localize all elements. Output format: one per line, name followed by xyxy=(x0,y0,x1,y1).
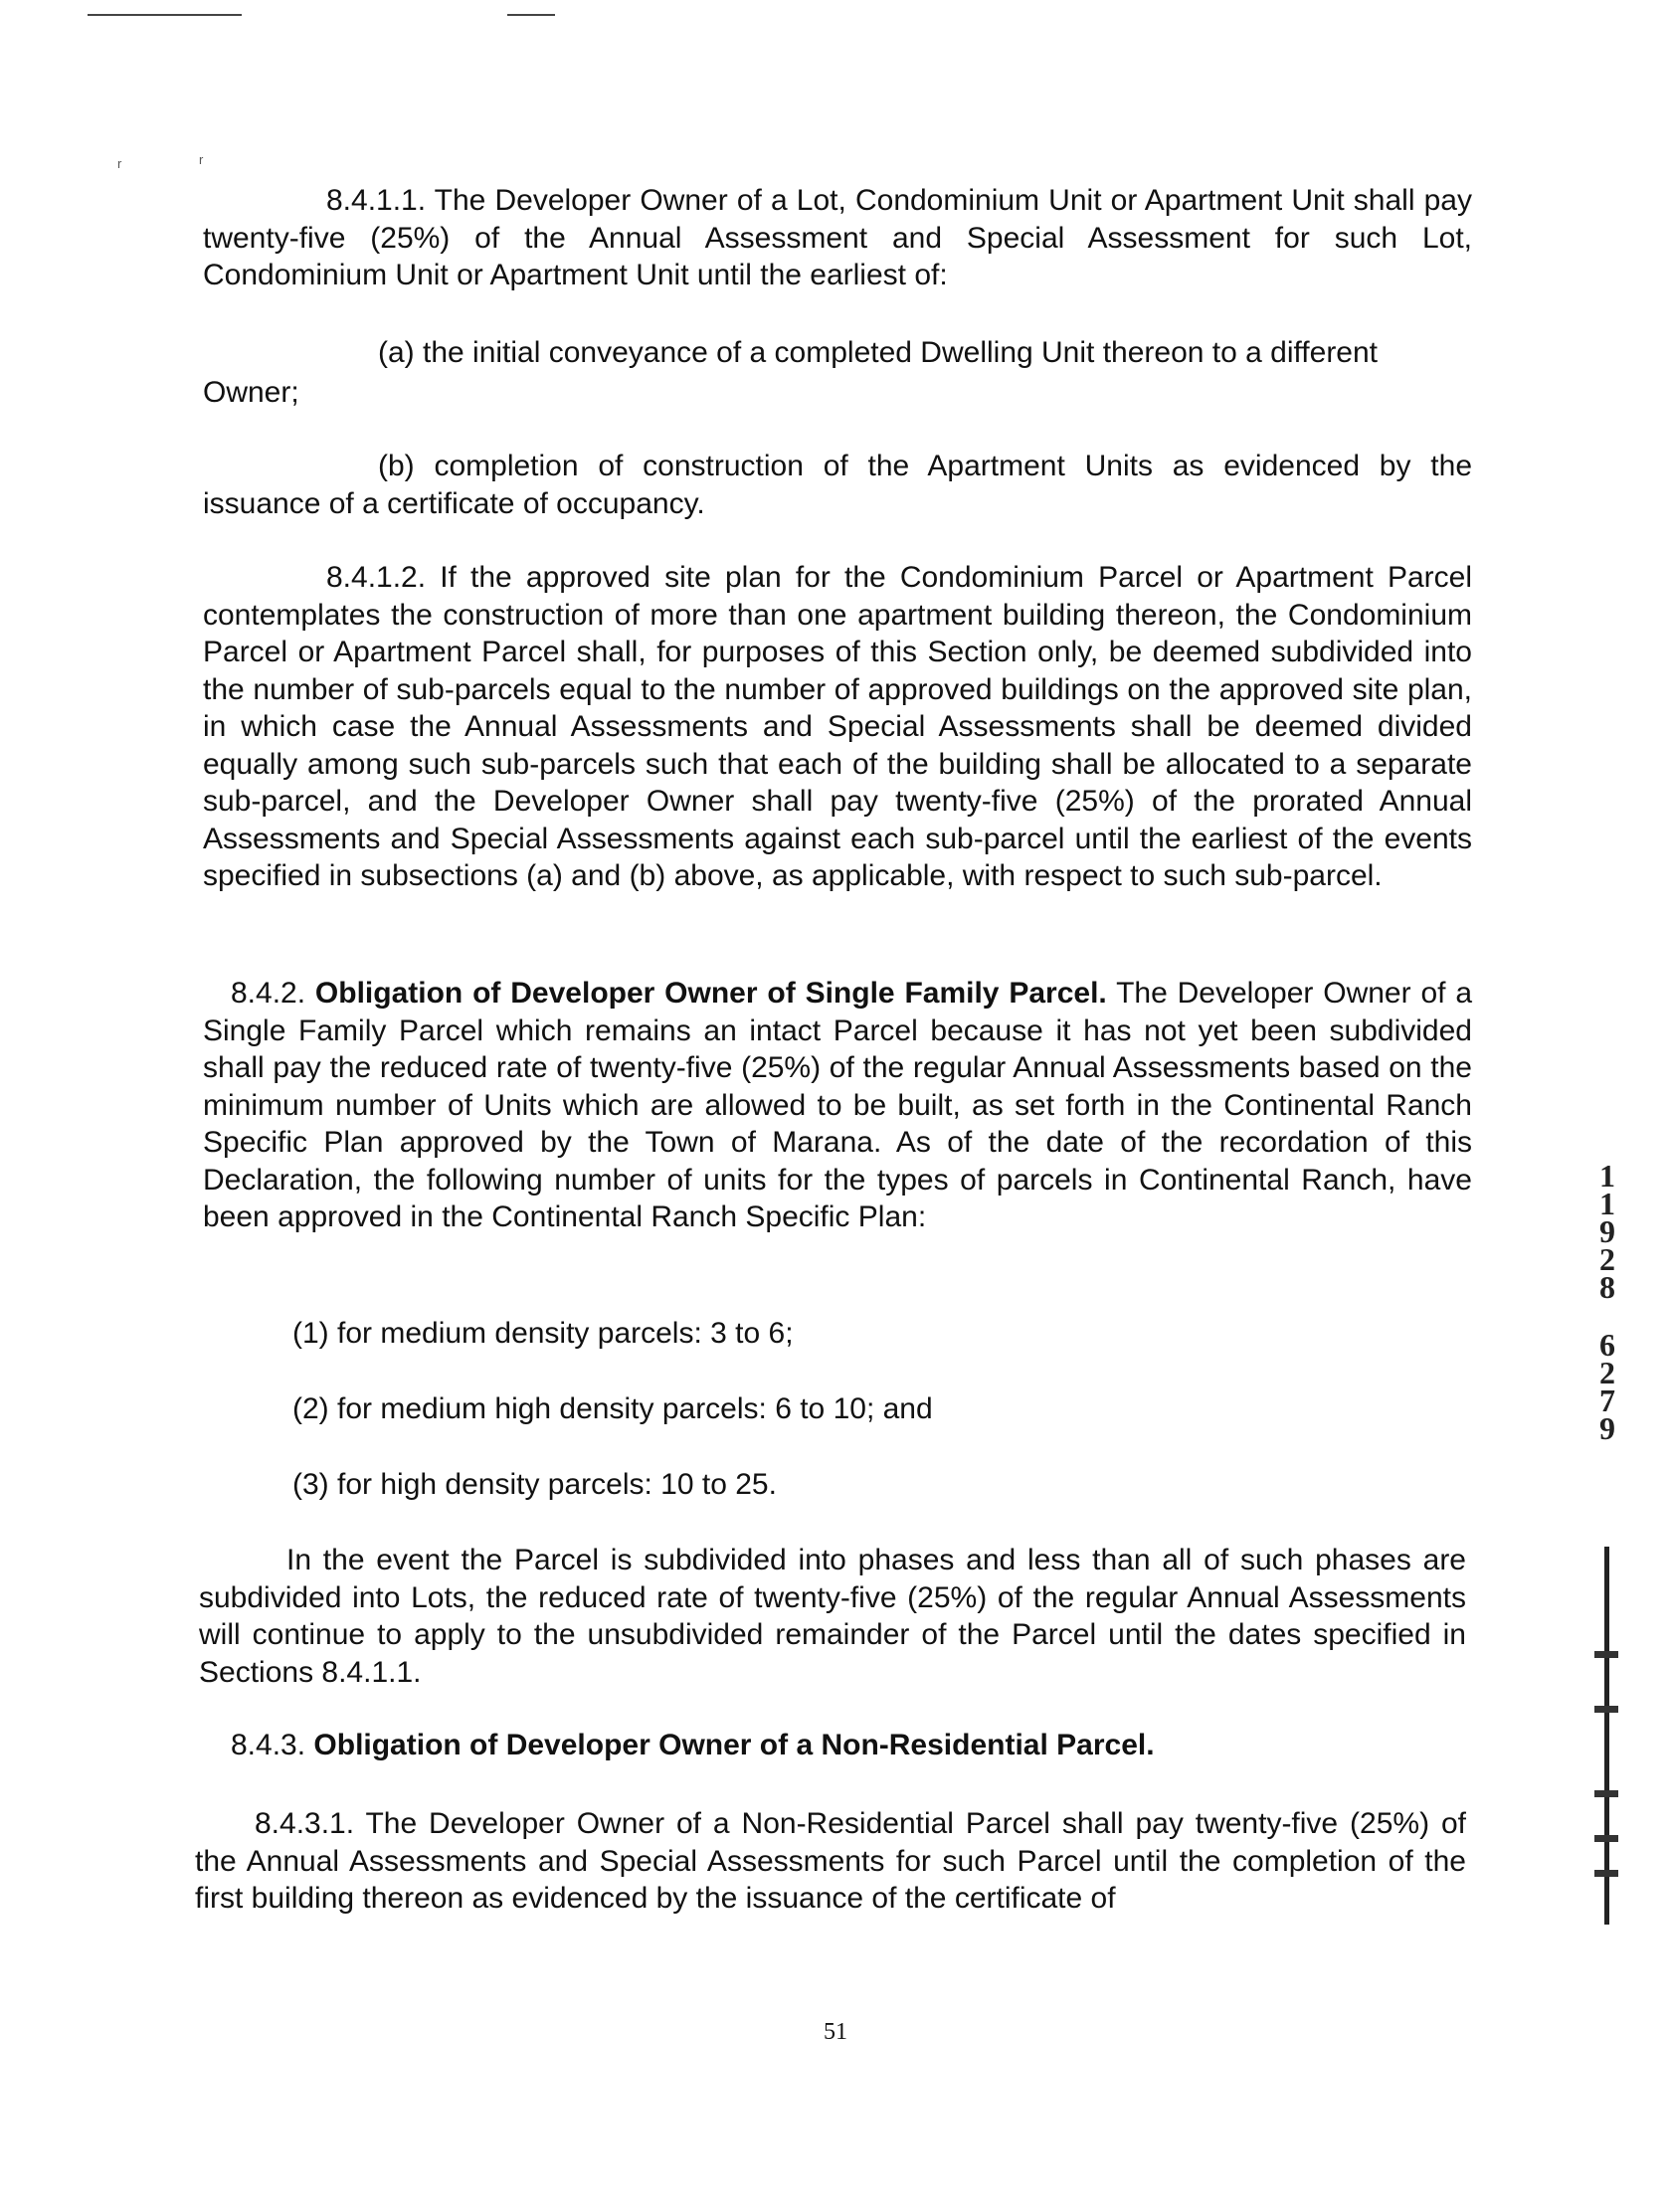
section-heading: Obligation of Developer Owner of a Non-Residential Parcel. xyxy=(313,1729,1155,1761)
margin-recording-number xyxy=(1593,1158,1621,1446)
margin-digit: 9 xyxy=(1599,1410,1615,1446)
item-b: (b) completion of construction of the Apartment Units as evidenced by the issuance of a certificate of occupancy. xyxy=(203,450,1472,520)
margin-digit: 6 xyxy=(1599,1327,1615,1363)
section-number: 8.4.2. xyxy=(231,977,306,1010)
paragraph-8-4-1-1: 8.4.1.1. The Developer Owner of a Lot, Condominium Unit or Apartment Unit shall pay twenty-five (25%) of the Annual Assessment and Special Assessment for such Lot, Condominium Unit or Apartment Unit until the earliest of: xyxy=(203,184,1472,291)
list-item-1: (1) for medium density parcels: 3 to 6; xyxy=(292,1317,794,1350)
section-body: The Developer Owner of a Single Family Parcel which remains an intact Parcel because it has not yet been subdivided shall pay the reduced rate of twenty-five (25%) of the regular Annual Assessments based on the minimum number of Units which are allowed to be built, as set forth in the Continental Ranch Specific Plan approved by the Town of Marana. As of the date of the recordation of this Declaration, the following number of units for the types of parcels in Continental Ranch, have been approved in the Continental Ranch Specific Plan: xyxy=(203,977,1473,1233)
margin-digit: 8 xyxy=(1599,1269,1615,1305)
margin-digit: 1 xyxy=(1599,1186,1615,1221)
paragraph-event: In the event the Parcel is subdivided into phases and less than all of such phases are subdivided into Lots, the reduced rate of twenty-five (25%) of the regular Annual Assessments will continue to apply to the unsubdivided remainder of the Parcel until the dates specified in Sections 8.4.1.1. xyxy=(199,1544,1466,1689)
margin-digit: 9 xyxy=(1599,1213,1615,1249)
section-number: 8.4.3. xyxy=(231,1729,306,1761)
margin-digit: 1 xyxy=(1599,1158,1615,1194)
section-8-4-2 xyxy=(203,975,1472,1236)
page-number: 51 xyxy=(824,2019,847,2045)
scan-mark-line xyxy=(88,14,242,16)
list-item-2: (2) for medium high density parcels: 6 to 10; and xyxy=(292,1392,933,1425)
item-a-line-1: (a) the initial conveyance of a completed Dwelling Unit thereon to a different xyxy=(378,336,1379,369)
margin-scan-bar xyxy=(1604,1547,1609,1925)
margin-scan-notch xyxy=(1594,1706,1618,1713)
margin-scan-notch xyxy=(1594,1835,1618,1842)
list-item-3: (3) for high density parcels: 10 to 25. xyxy=(292,1468,777,1501)
section-8-4-3 xyxy=(203,1727,1472,1764)
scan-mark-line xyxy=(507,14,555,16)
margin-digit: 7 xyxy=(1599,1382,1615,1418)
paragraph-8-4-3-1: 8.4.3.1. The Developer Owner of a Non-Residential Parcel shall pay twenty-five (25%) of the Annual Assessments and Special Assessments for such Parcel until the completion of the first building thereon as evidenced by the issuance of the certificate of xyxy=(195,1807,1466,1915)
margin-scan-notch xyxy=(1594,1790,1618,1797)
item-a-line-2: Owner; xyxy=(203,376,299,409)
margin-digit: 2 xyxy=(1599,1355,1615,1390)
margin-scan-notch xyxy=(1594,1870,1618,1877)
scan-tick-mark: r xyxy=(117,156,122,171)
margin-digit: 2 xyxy=(1599,1241,1615,1277)
section-heading: Obligation of Developer Owner of Single Family Parcel. xyxy=(314,977,1107,1010)
paragraph-8-4-1-2: 8.4.1.2. If the approved site plan for the Condominium Parcel or Apartment Parcel contemplates the construction of more than one apartment building thereon, the Condominium Parcel or Apartment Parcel shall, for purposes of this Section only, be deemed subdivided into the number of sub-parcels equal to the number of approved buildings on the approved site plan, in which case the Annual Assessments and Special Assessments shall be deemed divided equally among such sub-parcels such that each of the building shall be allocated to a separate sub-parcel, and the Developer Owner shall pay twenty-five (25%) of the prorated Annual Assessments and Special Assessments against each sub-parcel until the earliest of the events specified in subsections (a) and (b) above, as applicable, with respect to such sub-parcel. xyxy=(203,561,1472,892)
scan-tick-mark: r xyxy=(199,152,204,167)
margin-scan-notch xyxy=(1594,1651,1618,1658)
